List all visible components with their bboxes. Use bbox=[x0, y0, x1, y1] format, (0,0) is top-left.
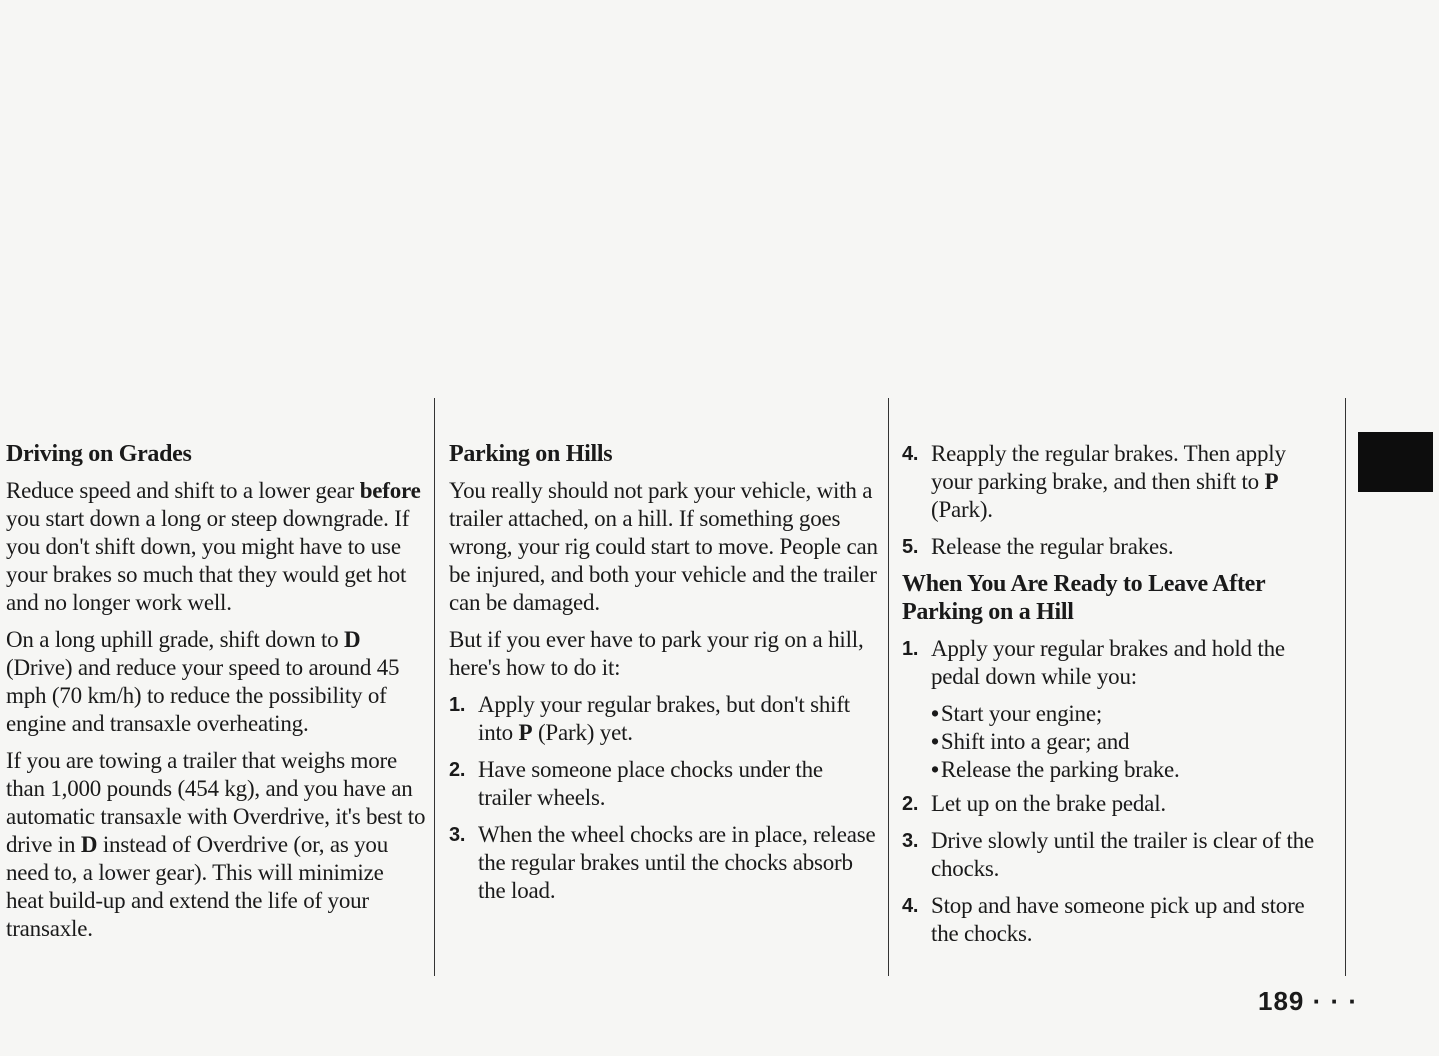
paragraph-reduce-speed: Reduce speed and shift to a lower gear before you start down a long or steep downgrade. If you don't shift down, you might have to use your brakes so much that they would get hot and no longer work well. bbox=[6, 478, 421, 615]
leave-step-4-store-chocks: 4. Stop and have someone pick up and store the chocks. bbox=[902, 893, 1305, 946]
column-parking-on-hills bbox=[449, 440, 879, 914]
paragraph-how-to: But if you ever have to park your rig on a hill, here's how to do it: bbox=[449, 627, 864, 680]
list-item: •Release the parking brake. bbox=[931, 757, 1180, 782]
heading-driving-on-grades: Driving on Grades bbox=[6, 441, 192, 467]
step-2-place-chocks: 2. Have someone place chocks under the trailer wheels. bbox=[449, 757, 823, 810]
paragraph-uphill-grade: On a long uphill grade, shift down to D (Drive) and reduce your speed to around 45 mph (70 km/h) to reduce the possibility of engine and transaxle overheating. bbox=[6, 627, 400, 736]
column-divider-2 bbox=[888, 398, 889, 976]
bullet-list bbox=[931, 700, 1322, 784]
column-leaving-hill bbox=[902, 440, 1322, 957]
leave-step-1-apply-brakes: 1. Apply your regular brakes and hold the pedal down while you: bbox=[902, 636, 1285, 689]
page-number: 189 · · · bbox=[1258, 986, 1359, 1016]
column-divider-1 bbox=[434, 398, 435, 976]
step-4-reapply-brakes: 4. Reapply the regular brakes. Then apply your parking brake, and then shift to P (Park). bbox=[902, 441, 1286, 522]
leave-step-3-drive-slowly: 3. Drive slowly until the trailer is clear of the chocks. bbox=[902, 828, 1314, 881]
heading-ready-to-leave: When You Are Ready to Leave After Parking on a Hill bbox=[902, 571, 1265, 625]
paragraph-should-not-park: You really should not park your vehicle, with a trailer attached, on a hill. If something goes wrong, your rig could start to move. People can be injured, and both your vehicle and the trailer can be damaged. bbox=[449, 478, 878, 615]
column-driving-on-grades bbox=[6, 440, 426, 952]
step-3-release-brakes: 3. When the wheel chocks are in place, release the regular brakes until the chocks absorb the load. bbox=[449, 822, 876, 903]
paragraph-towing-trailer: If you are towing a trailer that weighs more than 1,000 pounds (454 kg), and you have an automatic transaxle with Overdrive, it's best to drive in D instead of Overdrive (or, as you need to, a lower gear). This will minimize heat build-up and extend the life of your transaxle. bbox=[6, 748, 426, 941]
list-item: •Shift into a gear; and bbox=[931, 729, 1130, 754]
leave-step-2-let-up: 2. Let up on the brake pedal. bbox=[902, 791, 1166, 816]
heading-parking-on-hills: Parking on Hills bbox=[449, 441, 613, 467]
step-5-release-brakes: 5. Release the regular brakes. bbox=[902, 534, 1174, 559]
step-1-apply-brakes: 1. Apply your regular brakes, but don't shift into P (Park) yet. bbox=[449, 692, 850, 745]
section-tab-marker bbox=[1358, 432, 1433, 492]
list-item: •Start your engine; bbox=[931, 701, 1103, 726]
column-divider-3 bbox=[1345, 398, 1346, 976]
